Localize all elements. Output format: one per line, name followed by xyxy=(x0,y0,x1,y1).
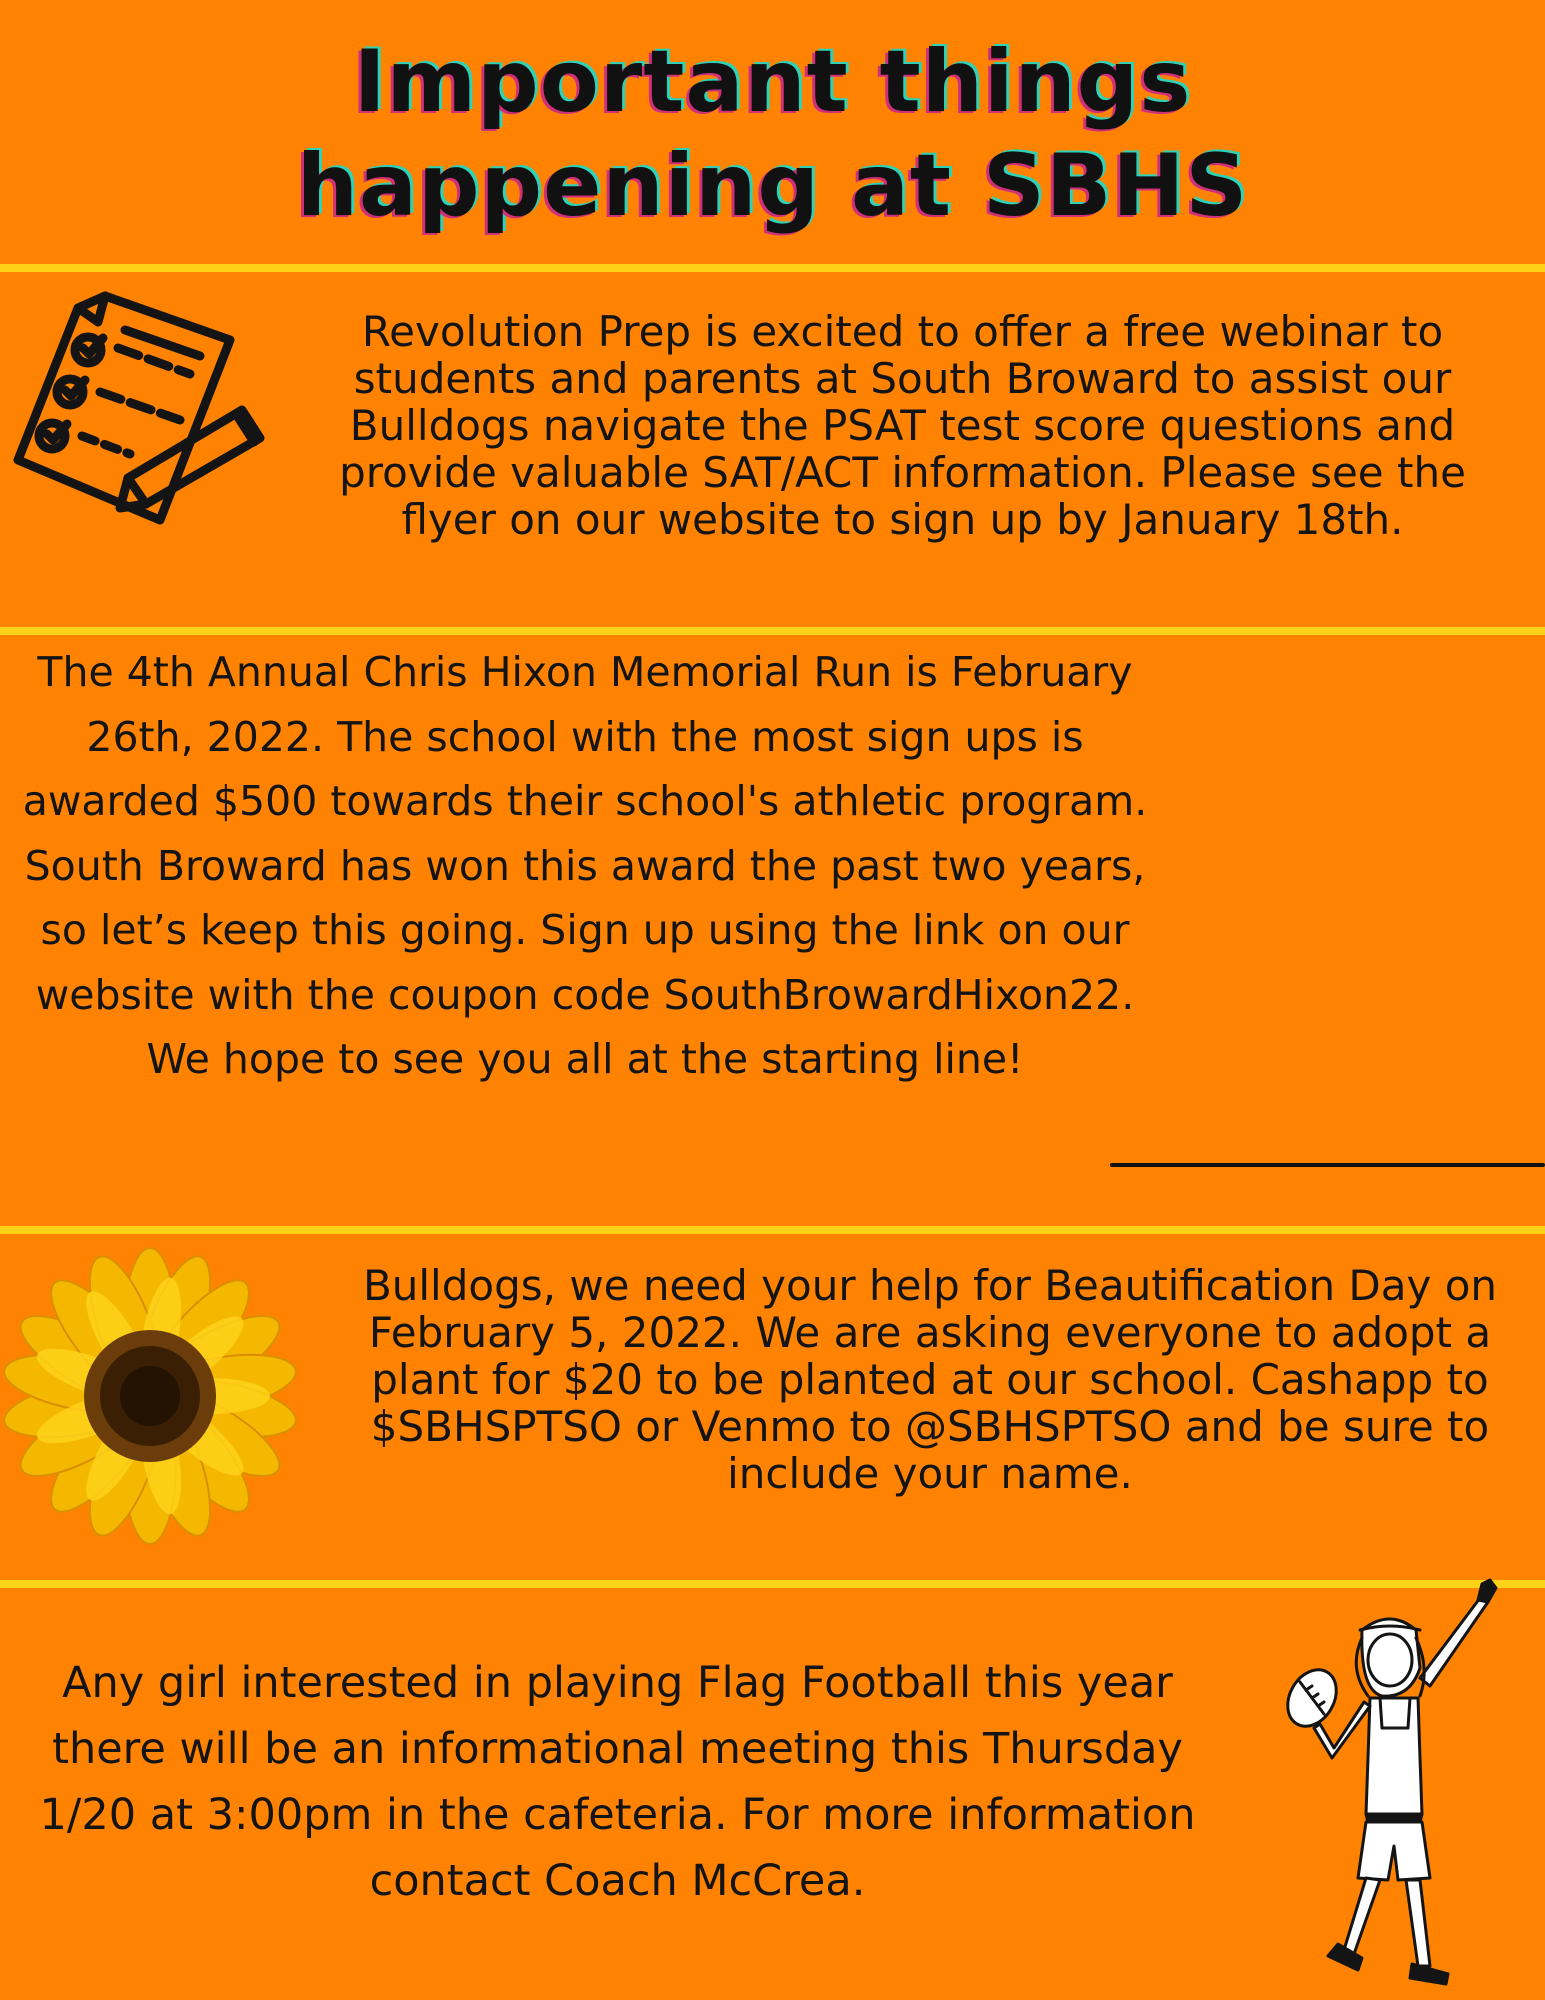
memorial-run-text xyxy=(0,640,1170,1092)
section-divider xyxy=(0,264,1545,272)
checklist-pencil-icon xyxy=(10,290,280,530)
beautification-paragraph: Bulldogs, we need your help for Beautification Day on February 5, 2022. We are asking everyone to adopt a plant for $20 to be planted at our school. Cashapp to $SBHSPTSO or Venmo to @SBHSPTSO and be sure to include your name. xyxy=(362,1261,1498,1498)
title-line-1: Important things xyxy=(353,32,1192,132)
memorial-run-paragraph: The 4th Annual Chris Hixon Memorial Run is February 26th, 2022. The school with the most sign ups is awarded $500 towards their school's athletic program. South Broward has won this award the past two years, so let’s keep this going. Sign up using the link on our website with the coupon code SouthBrowardHixon22. We hope to see you all at the starting line! xyxy=(22,648,1148,1083)
section-divider xyxy=(0,1226,1545,1234)
football-player-icon xyxy=(1270,1578,1510,1988)
page-title xyxy=(0,30,1545,238)
decorative-line xyxy=(1110,1163,1545,1167)
beautification-text xyxy=(330,1262,1530,1497)
section-divider xyxy=(0,627,1545,635)
webinar-paragraph: Revolution Prep is excited to offer a free webinar to students and parents at South Broward to assist our Bulldogs navigate the PSAT test score questions and provide valuable SAT/ACT information. Please see the flyer on our website to sign up by January 18th. xyxy=(339,307,1466,544)
sunflower-icon xyxy=(0,1238,300,1558)
title-line-2: happening at SBHS xyxy=(296,136,1249,236)
flag-football-paragraph: Any girl interested in playing Flag Football this year there will be an informational meeting this Thursday 1/20 at 3:00pm in the cafeteria. For more information contact Coach McCrea. xyxy=(39,1658,1196,1906)
webinar-text xyxy=(300,308,1505,543)
flag-football-text xyxy=(0,1650,1235,1914)
